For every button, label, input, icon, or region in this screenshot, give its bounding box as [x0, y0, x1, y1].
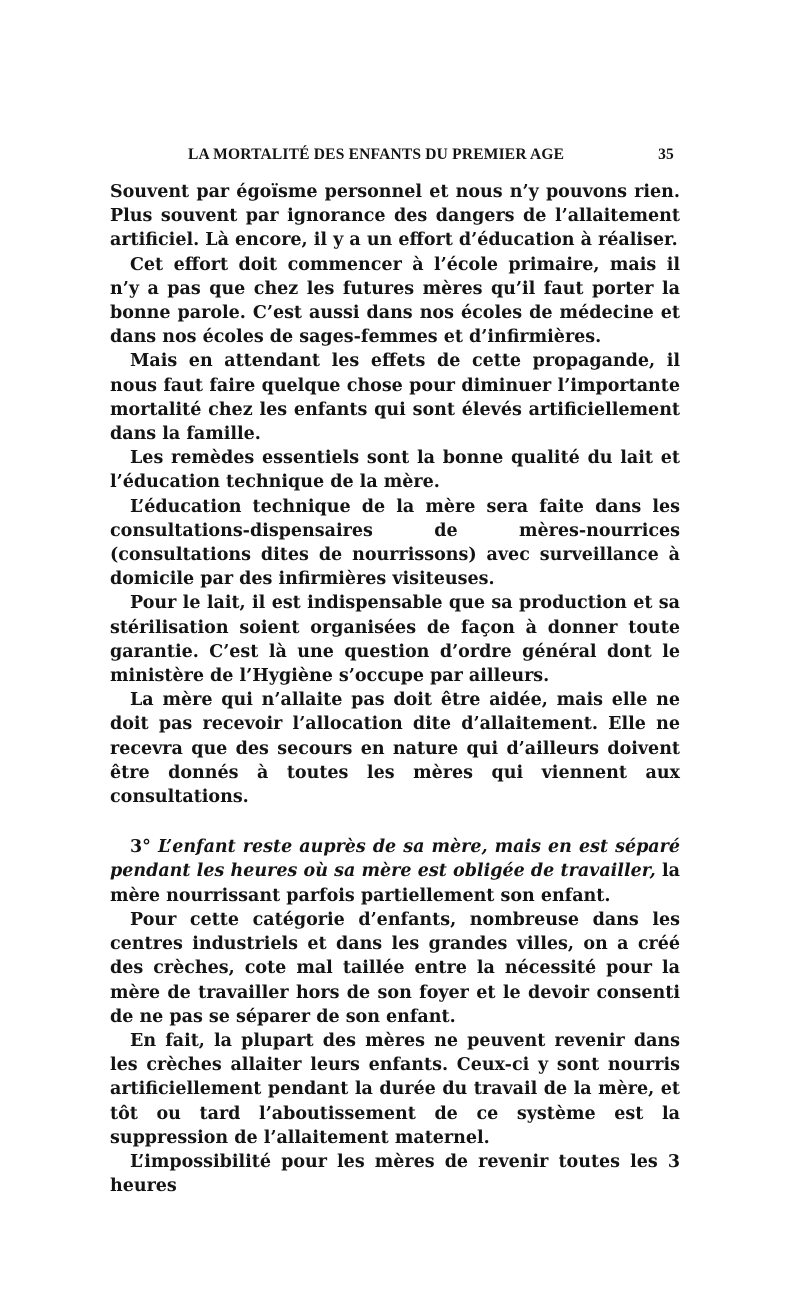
paragraph: Pour le lait, il est indispensable que sa production et sa stérilisation soient organisées de façon à donner toute garantie. C’est là une question d’ordre général dont le ministère de l’Hygiène s’occupe par ailleurs. — [110, 593, 680, 687]
running-header — [110, 140, 680, 170]
paragraph: Souvent par égoïsme personnel et nous n’y pouvons rien. Plus souvent par ignorance des dangers de l’allaitement artificiel. Là encore, il y a un effort d’éducation à réaliser. — [110, 182, 680, 251]
page-number: 35 — [658, 146, 674, 163]
section-lead-paragraph — [110, 835, 680, 908]
paragraph: Pour cette catégorie d’enfants, nombreuse dans les centres industriels et dans les grandes villes, on a créé des crèches, cote mal taillée entre la nécessité pour la mère de travailler hors de son foyer et le devoir consenti de ne pas se séparer de son enfant. — [110, 909, 680, 1027]
section-spacer — [110, 809, 680, 835]
paragraph: Mais en attendant les effets de cette propagande, il nous faut faire quelque chose pour diminuer l’importante mortalité chez les enfants qui sont élevés artificiellement dans la famille. — [110, 351, 680, 445]
paragraph: L’éducation technique de la mère sera faite dans les consultations-dispensaires de mères-nourrices (consultations dites de nourrissons) avec surveillance à domicile par des infirmières visiteuses. — [110, 496, 680, 590]
paragraph: Cet effort doit commencer à l’école primaire, mais il n’y a pas que chez les futures mères qu’il faut porter la bonne parole. C’est aussi dans nos écoles de médecine et dans nos écoles de sages-femmes et d’infirmières. — [110, 254, 680, 348]
running-title: LA MORTALITÉ DES ENFANTS DU PREMIER AGE — [188, 146, 565, 163]
paragraph: En fait, la plupart des mères ne peuvent revenir dans les crèches allaiter leurs enfants. Ceux-ci y sont nourris artificiellement pendant la durée du travail de la mère, et tôt ou tard l’aboutissement de ce système est la suppression de l’allaitement maternel. — [110, 1030, 680, 1148]
paragraph: Les remèdes essentiels sont la bonne qualité du lait et l’éducation technique de la mère. — [110, 448, 680, 493]
section-number: 3° — [130, 837, 151, 858]
paragraph: L’impossibilité pour les mères de revenir toutes les 3 heures — [110, 1151, 680, 1197]
section-lead-text: la mère nourrissant parfois partiellement son enfant. — [110, 861, 680, 906]
body-text — [110, 180, 680, 1198]
section-heading: L’enfant reste auprès de sa mère, mais en est séparé pendant les heures où sa mère est obligée de travailler, — [110, 837, 681, 882]
paragraph: La mère qui n’allaite pas doit être aidée, mais elle ne doit pas recevoir l’allocation dite d’allaitement. Elle ne recevra que des secours en nature qui d’ailleurs doivent être donnés à toutes les mères qui viennent aux consultations. — [110, 690, 680, 808]
book-page — [110, 140, 680, 1198]
